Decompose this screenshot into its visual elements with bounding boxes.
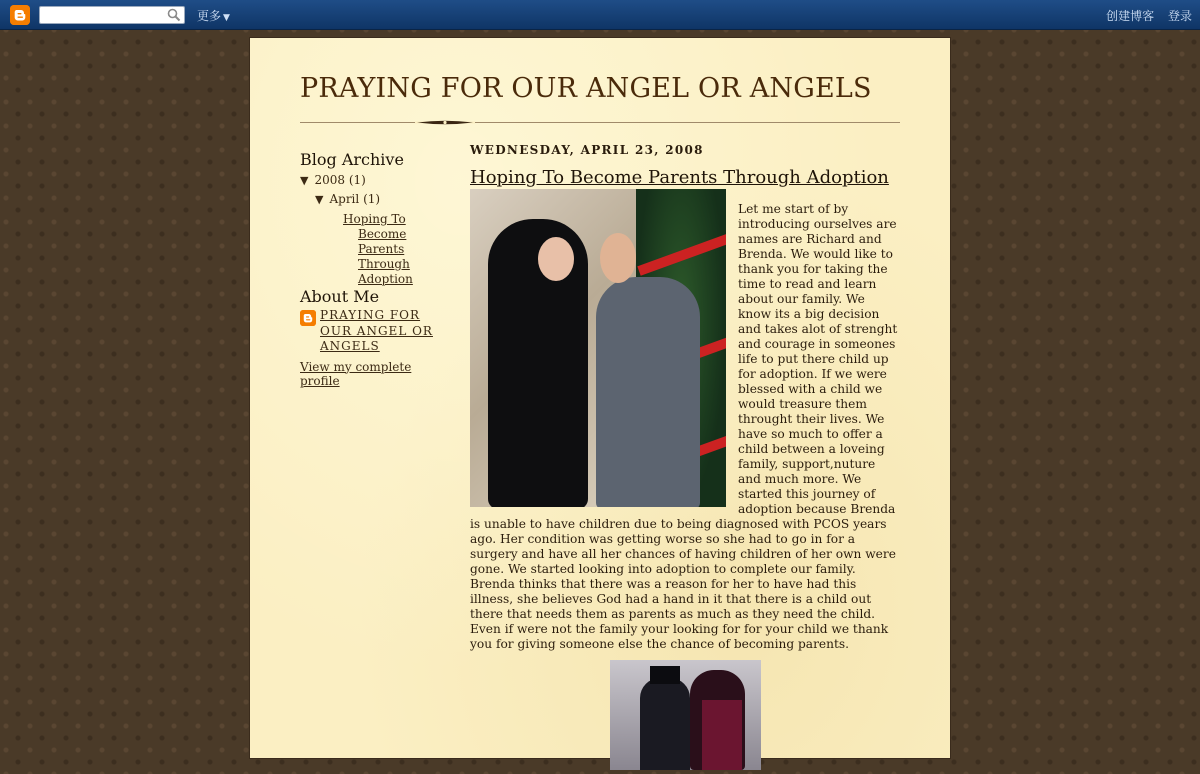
person: [640, 678, 690, 770]
blogger-profile-icon: [300, 310, 316, 326]
search-icon[interactable]: [167, 8, 181, 22]
navbar-search-input[interactable]: [40, 11, 164, 27]
post-photo-couple[interactable]: [470, 189, 726, 507]
archive-post-link[interactable]: Hoping To Become Parents Through Adoption: [343, 212, 413, 286]
hat: [650, 666, 680, 684]
blogger-logo-icon[interactable]: [10, 5, 30, 25]
title-divider: [300, 122, 900, 123]
profile-name-link[interactable]: PRAYING FOR OUR ANGEL OR ANGELS: [320, 308, 433, 353]
archive-month[interactable]: [300, 190, 450, 209]
archive-year-label[interactable]: 2008: [314, 173, 346, 187]
archive-year[interactable]: [300, 171, 450, 190]
sidebar: [300, 150, 450, 388]
navbar: [0, 0, 1200, 30]
post-photo-costume[interactable]: [610, 660, 761, 770]
archive-year-count: (1): [348, 173, 366, 187]
about-heading: About Me: [300, 287, 380, 306]
face: [600, 233, 636, 283]
ornament-divider: [415, 119, 475, 126]
blog-title[interactable]: PRAYING FOR OUR ANGEL OR ANGELS: [300, 73, 872, 104]
create-blog-link[interactable]: 创建博客: [1106, 9, 1155, 23]
post-date: WEDNESDAY, APRIL 23, 2008: [470, 143, 704, 157]
main-column: [470, 143, 900, 774]
dress: [702, 700, 742, 770]
post-photo-2-wrapper: [470, 652, 900, 774]
view-profile-link[interactable]: View my complete profile: [300, 359, 412, 388]
triangle-down-icon[interactable]: ▼: [300, 174, 309, 187]
post-body: [470, 188, 900, 774]
post-text: Let me start of by introducing ourselves are names are Richard and Brenda. We would like to thank you for taking the time to read and learn about our family. We know its a big decision and takes alot of strenght and courage in someones life to put there child up for adoption. If we were blessed with a child we would treasure them throught their lives. We have so much to offer a child between a loveing family, support,nuture and much more. We started this journey of adoption because Brenda is unable to have children due to being diagnosed with PCOS years ago. Her condition was getting worse so she had to go in for a surgery and have all her chances of having children of her own were gone. We started looking into adoption to complete our family. Brenda thinks that there was a reason for her to have had this illness, she believes God had a hand in it that there is a child out there that needs them as parents as much as they need the child. Even if were not the family your looking for for your child we thank you for giving someone else the chance of becoming parents.: [470, 202, 898, 651]
caret-down-icon: ▼: [223, 13, 230, 23]
post-title-link[interactable]: Hoping To Become Parents Through Adoption: [470, 167, 889, 188]
person-man: [596, 277, 700, 507]
navbar-actions: [1096, 7, 1192, 24]
more-menu[interactable]: [197, 7, 230, 24]
archive-month-count: (1): [363, 192, 381, 206]
face: [538, 237, 574, 281]
triangle-down-icon[interactable]: ▼: [315, 193, 324, 206]
navbar-search: [39, 6, 185, 24]
profile: [300, 308, 450, 355]
archive-month-label[interactable]: April: [329, 192, 360, 206]
blog-panel: [250, 38, 950, 758]
archive-heading: Blog Archive: [300, 150, 404, 169]
login-link[interactable]: 登录: [1167, 9, 1192, 23]
more-menu-label: 更多: [197, 9, 222, 23]
